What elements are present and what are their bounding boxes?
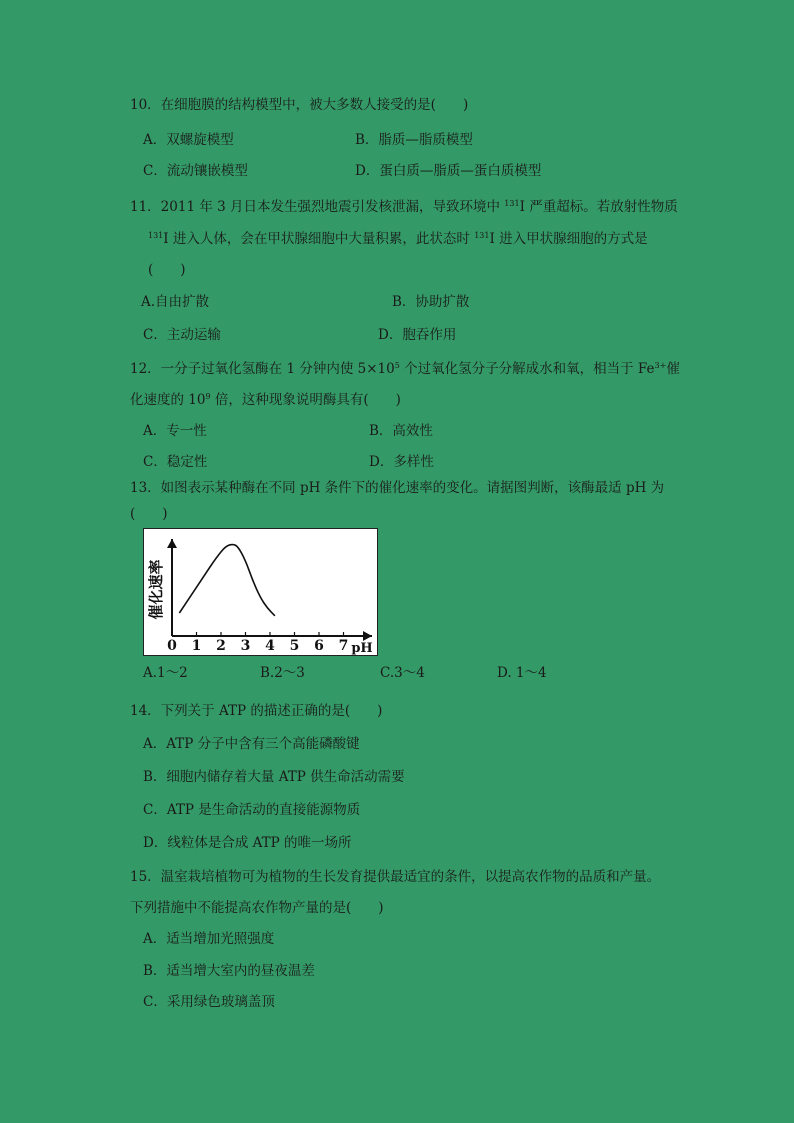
q14-option-a: A．ATP 分子中含有三个高能磷酸键 — [143, 736, 360, 752]
q15-stem-line2: 下列措施中不能提高农作物产量的是( ) — [130, 900, 384, 916]
q15-option-b: B．适当增大室内的昼夜温差 — [143, 963, 315, 979]
q11-option-d: D．胞吞作用 — [378, 327, 457, 343]
x-tick-label: 2 — [216, 638, 226, 654]
q15-option-c: C．采用绿色玻璃盖顶 — [143, 994, 275, 1010]
x-tick-label: 6 — [314, 638, 324, 654]
q11-stem-line2: $^{131}$I 进入人体，会在甲状腺细胞中大量积累，此状态时 $^{131}$I 进入甲状腺细胞的方式是 — [148, 231, 648, 247]
q11-option-b: B．协助扩散 — [392, 294, 470, 310]
x-axis-arrow — [363, 631, 372, 641]
q11-option-c: C．主动运输 — [143, 327, 221, 343]
q10-stem: 10．在细胞膜的结构模型中，被大多数人接受的是( ) — [130, 97, 469, 113]
q10-option-c: C．流动镶嵌模型 — [143, 163, 248, 179]
q12-option-d: D．多样性 — [369, 454, 434, 470]
q11-option-a: A.自由扩散 — [141, 294, 210, 310]
q13-option-a: A.1～2 — [143, 665, 188, 681]
x-tick-label: 7 — [338, 638, 349, 654]
x-tick-label: 1 — [191, 638, 202, 654]
q15-option-a: A．适当增加光照强度 — [143, 931, 275, 947]
q10-option-b: B．脂质—脂质模型 — [355, 132, 473, 148]
q13-option-d: D. 1～4 — [497, 665, 547, 681]
q13-stem-line2: ( ) — [130, 506, 168, 522]
q13-option-b: B.2～3 — [260, 665, 305, 681]
x-tick-label: 5 — [289, 638, 300, 654]
enzyme-ph-chart — [143, 528, 378, 656]
q12-option-a: A．专一性 — [143, 423, 207, 439]
q12-stem-line1: 12．一分子过氧化氢酶在 1 分钟内使 $5\times 10^5$ 个过氧化氢分子分解成水和氧，相当于 $Fe^{3+}$催 — [130, 361, 680, 377]
q10-option-d: D．蛋白质—脂质—蛋白质模型 — [355, 163, 542, 179]
x-axis-label: pH — [351, 641, 373, 655]
q13-stem-line1: 13．如图表示某种酶在不同 pH 条件下的催化速率的变化。请据图判断，该酶最适 pH 为 — [130, 480, 665, 496]
y-axis-label: 催化速率 — [147, 559, 165, 620]
q10-option-a: A．双螺旋模型 — [143, 132, 234, 148]
q14-stem: 14．下列关于 ATP 的描述正确的是( ) — [130, 703, 383, 719]
x-tick-label: 4 — [265, 638, 275, 654]
q11-stem-line1: 11．2011 年 3 月日本发生强烈地震引发核泄漏，导致环境中 $^{131}$I 严重超标。若放射性物质 — [130, 199, 678, 215]
q12-option-b: B．高效性 — [369, 423, 433, 439]
q11-stem-line3: ( ) — [148, 262, 186, 278]
x-tick-label: 0 — [167, 638, 177, 654]
q12-option-c: C．稳定性 — [143, 454, 208, 470]
q15-stem-line1: 15．温室栽培植物可为植物的生长发育提供最适宜的条件，以提高农作物的品质和产量。 — [130, 869, 661, 885]
q14-option-b: B．细胞内储存着大量 ATP 供生命活动需要 — [143, 769, 405, 785]
x-tick-label: 3 — [240, 638, 251, 654]
q12-stem-line2: 化速度的 $10^9$ 倍，这种现象说明酶具有( ) — [130, 392, 401, 408]
q14-option-c: C．ATP 是生命活动的直接能源物质 — [143, 802, 361, 818]
chart-svg — [144, 529, 377, 655]
y-axis-arrow — [167, 539, 177, 548]
rate-curve — [179, 545, 275, 616]
q13-option-c: C.3～4 — [380, 665, 425, 681]
q14-option-d: D．线粒体是合成 ATP 的唯一场所 — [143, 835, 352, 851]
